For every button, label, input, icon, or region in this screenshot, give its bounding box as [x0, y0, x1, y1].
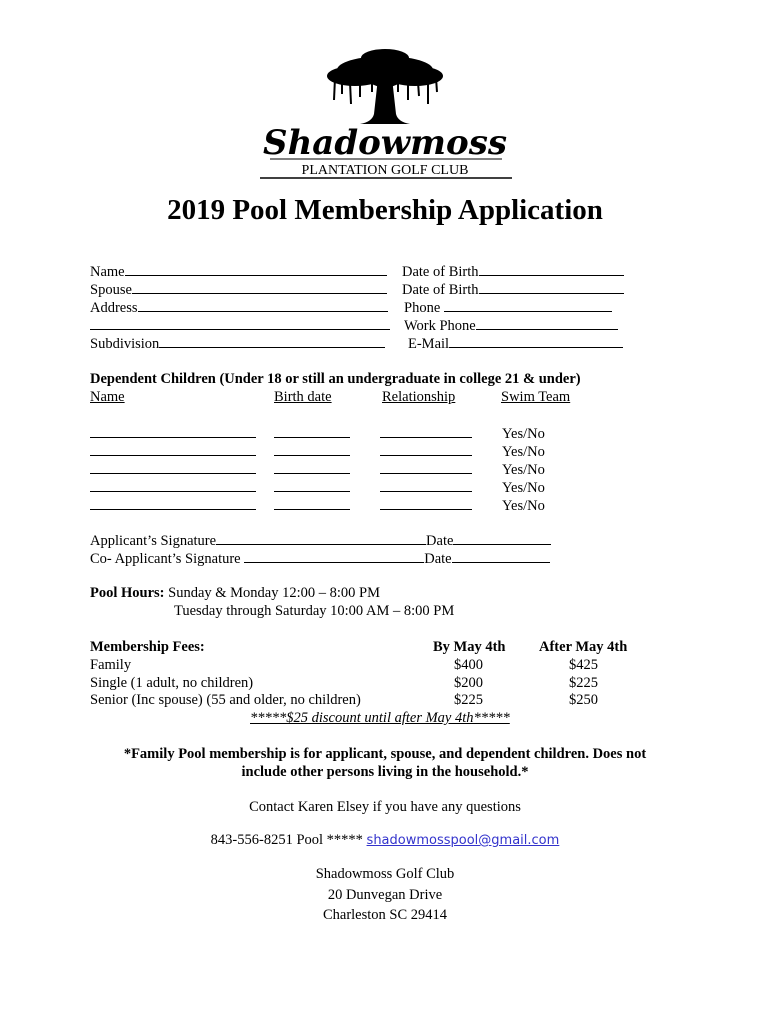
applicant-signature-field[interactable] — [90, 532, 551, 550]
coapplicant-signature-field[interactable] — [90, 550, 550, 568]
spouse-dob-label: Date of Birth — [402, 282, 479, 298]
swim-team-yes-no[interactable]: Yes/No — [502, 480, 545, 496]
signature-date-label: Date — [426, 533, 454, 549]
subdivision-label: Subdivision — [90, 336, 160, 352]
club-address-line1: Shadowmoss Golf Club — [315, 866, 455, 882]
email-label: E-Mail — [408, 336, 450, 352]
logo-brand: Shadowmoss — [263, 123, 507, 163]
fee-single-late: $225 — [569, 675, 598, 691]
pool-hours — [90, 585, 380, 602]
pool-hours-line1: Sunday & Monday 12:00 – 8:00 PM — [168, 585, 381, 601]
swim-team-yes-no[interactable]: Yes/No — [502, 426, 545, 442]
logo-subtitle: PLANTATION GOLF CLUB — [301, 163, 469, 178]
email-field[interactable] — [408, 335, 623, 353]
phone-label: Phone — [404, 300, 441, 316]
dob-field[interactable] — [402, 263, 624, 281]
co-signature-date-label: Date — [424, 551, 452, 567]
fee-single-label: Single (1 adult, no children) — [90, 675, 254, 691]
fee-single-early: $200 — [454, 675, 483, 691]
coapplicant-signature-label: Co- Applicant’s Signature — [90, 551, 241, 567]
oak-tree-icon — [250, 42, 520, 182]
fee-senior-label: Senior (Inc spouse) (55 and older, no children) — [90, 692, 361, 708]
pool-hours-label: Pool Hours: — [90, 585, 165, 601]
pool-hours-line2: Tuesday through Saturday 10:00 AM – 8:00 PM — [174, 603, 455, 619]
club-logo — [250, 42, 520, 182]
fees-col-early: By May 4th — [433, 639, 506, 655]
fee-senior-late: $250 — [569, 692, 598, 708]
dependents-col-relationship: Relationship — [382, 389, 456, 405]
fee-senior-early: $225 — [454, 692, 483, 708]
table-row[interactable] — [90, 497, 545, 515]
fees-col-late: After May 4th — [539, 639, 628, 655]
club-address-line3: Charleston SC 29414 — [322, 907, 448, 923]
table-row[interactable] — [90, 443, 545, 461]
page-title: 2019 Pool Membership Application — [167, 194, 603, 226]
discount-note: *****$25 discount until after May 4th***** — [250, 710, 510, 726]
dependents-col-name: Name — [90, 389, 125, 405]
fee-family-early: $400 — [454, 657, 483, 673]
name-label: Name — [90, 264, 125, 280]
work-phone-label: Work Phone — [404, 318, 476, 334]
pool-phone: 843-556-8251 Pool ***** — [210, 832, 363, 848]
swim-team-yes-no[interactable]: Yes/No — [502, 462, 545, 478]
table-row[interactable] — [90, 425, 545, 443]
dependents-heading: Dependent Children (Under 18 or still an undergraduate in college 21 & under) — [90, 371, 581, 387]
email-link[interactable]: shadowmosspool@gmail.com — [366, 833, 560, 848]
name-field[interactable] — [90, 263, 387, 281]
table-row[interactable] — [90, 479, 545, 497]
family-note-line1: *Family Pool membership is for applicant, spouse, and dependent children. Does not — [123, 746, 647, 762]
spouse-dob-field[interactable] — [402, 281, 624, 299]
dob-label: Date of Birth — [402, 264, 479, 280]
fee-family-label: Family — [90, 657, 132, 673]
club-address-line2: 20 Dunvegan Drive — [327, 887, 443, 903]
applicant-signature-label: Applicant’s Signature — [90, 533, 217, 549]
spouse-label: Spouse — [90, 282, 132, 298]
fee-family-late: $425 — [569, 657, 598, 673]
contact-text: Contact Karen Elsey if you have any questions — [249, 799, 521, 815]
phone-email-line — [0, 832, 770, 849]
dependents-col-birth: Birth date — [274, 389, 332, 405]
subdivision-field[interactable] — [90, 335, 385, 353]
address-label: Address — [90, 300, 138, 316]
table-row[interactable] — [90, 461, 545, 479]
spouse-field[interactable] — [90, 281, 387, 299]
phone-field[interactable] — [404, 299, 612, 317]
address-field[interactable] — [90, 299, 388, 317]
address-line2-field[interactable] — [90, 317, 390, 335]
dependents-col-swim: Swim Team — [501, 389, 571, 405]
fees-heading: Membership Fees: — [90, 639, 205, 655]
work-phone-field[interactable] — [404, 317, 618, 335]
swim-team-yes-no[interactable]: Yes/No — [502, 498, 545, 514]
swim-team-yes-no[interactable]: Yes/No — [502, 444, 545, 460]
family-note-line2: include other persons living in the household.* — [241, 764, 529, 780]
